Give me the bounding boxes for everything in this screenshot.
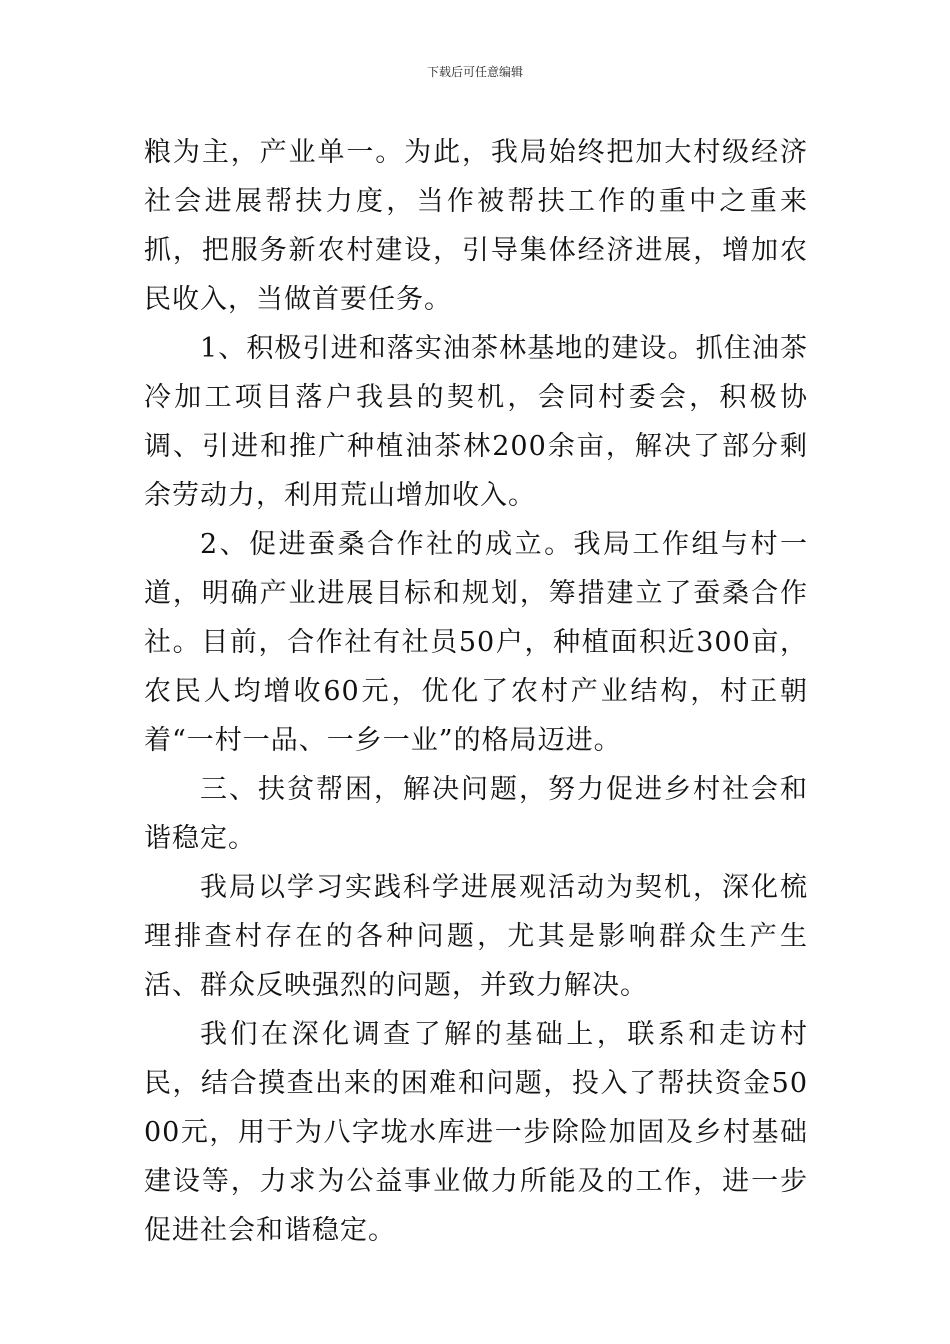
paragraph-2: 1、积极引进和落实油茶林基地的建设。抓住油茶冷加工项目落户我县的契机，会同村委会，积极协调、引进和推广种植油茶林200余亩，解决了部分剩余劳动力，利用荒山增加收入。 bbox=[144, 333, 808, 511]
paragraph-4: 三、扶贫帮困，解决问题，努力促进乡村社会和谐稳定。 bbox=[144, 774, 808, 854]
paragraph-1: 粮为主，产业单一。为此，我局始终把加大村级经济社会进展帮扶力度，当作被帮扶工作的重中之重来抓，把服务新农村建设，引导集体经济进展，增加农民收入，当做首要任务。 bbox=[144, 137, 808, 315]
paragraph-6: 我们在深化调查了解的基础上，联系和走访村民，结合摸查出来的困难和问题，投入了帮扶资金5000元，用于为八字垅水库进一步除险加固及乡村基础建设等，力求为公益事业做力所能及的工作，进一步促进社会和谐稳定。 bbox=[144, 1019, 808, 1246]
paragraph-5: 我局以学习实践科学进展观活动为契机，深化梳理排查村存在的各种问题，尤其是影响群众生产生活、群众反映强烈的问题，并致力解决。 bbox=[144, 872, 808, 1001]
document-body bbox=[144, 128, 808, 1255]
page-header: 下载后可任意编辑 bbox=[426, 65, 523, 79]
paragraph-3: 2、促进蚕桑合作社的成立。我局工作组与村一道，明确产业进展目标和规划，筹措建立了蚕桑合作社。目前，合作社有社员50户，种植面积近300亩，农民人均增收60元，优化了农村产业结构，村正朝着“一村一品、一乡一业”的格局迈进。 bbox=[144, 529, 808, 756]
